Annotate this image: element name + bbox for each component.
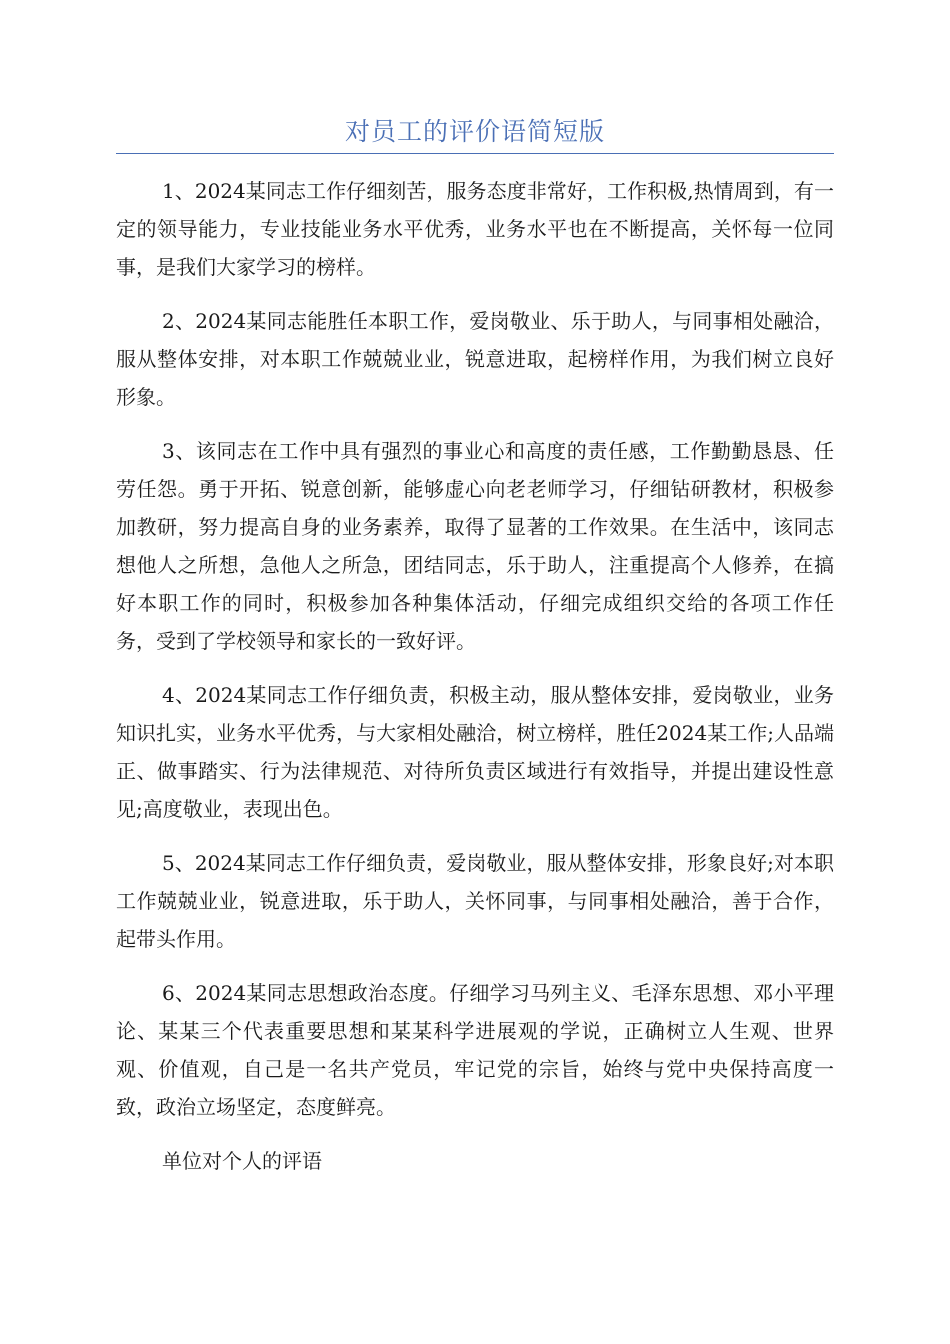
paragraph-1: 1、2024某同志工作仔细刻苦，服务态度非常好，工作积极,热情周到，有一定的领导能力，专业技能业务水平优秀，业务水平也在不断提高，关怀每一位同事，是我们大家学习的榜样。 [116,179,834,279]
paragraph-3: 3、该同志在工作中具有强烈的事业心和高度的责任感，工作勤勤恳恳、任劳任怨。勇于开拓、锐意创新，能够虚心向老老师学习，仔细钻研教材，积极参加教研，努力提高自身的业务素养，取得了显著的工作效果。在生活中，该同志想他人之所想，急他人之所急，团结同志，乐于助人，注重提高个人修养，在搞好本职工作的同时，积极参加各种集体活动，仔细完成组织交给的各项工作任务，受到了学校领导和家长的一致好评。 [116,439,834,653]
paragraph-6: 6、2024某同志思想政治态度。仔细学习马列主义、毛泽东思想、邓小平理论、某某三个代表重要思想和某某科学进展观的学说，正确树立人生观、世界观、价值观，自己是一名共产党员，牢记党的宗旨，始终与党中央保持高度一致，政治立场坚定，态度鲜亮。 [116,981,834,1119]
paragraph-5: 5、2024某同志工作仔细负责，爱岗敬业，服从整体安排，形象良好;对本职工作兢兢业业，锐意进取，乐于助人，关怀同事，与同事相处融洽，善于合作，起带头作用。 [116,851,834,951]
paragraph-2: 2、2024某同志能胜任本职工作，爱岗敬业、乐于助人，与同事相处融洽，服从整体安排，对本职工作兢兢业业，锐意进取，起榜样作用，为我们树立良好形象。 [116,309,834,409]
document-title: 对员工的评价语简短版 [344,117,605,146]
title-underline [116,153,834,154]
section-heading-unit-comments: 单位对个人的评语 [162,1149,322,1173]
paragraph-4: 4、2024某同志工作仔细负责，积极主动，服从整体安排，爱岗敬业，业务知识扎实，业务水平优秀，与大家相处融洽，树立榜样，胜任2024某工作;人品端正、做事踏实、行为法律规范、对待所负责区域进行有效指导，并提出建设性意见;高度敬业，表现出色。 [116,683,834,821]
document-body [116,172,834,1196]
